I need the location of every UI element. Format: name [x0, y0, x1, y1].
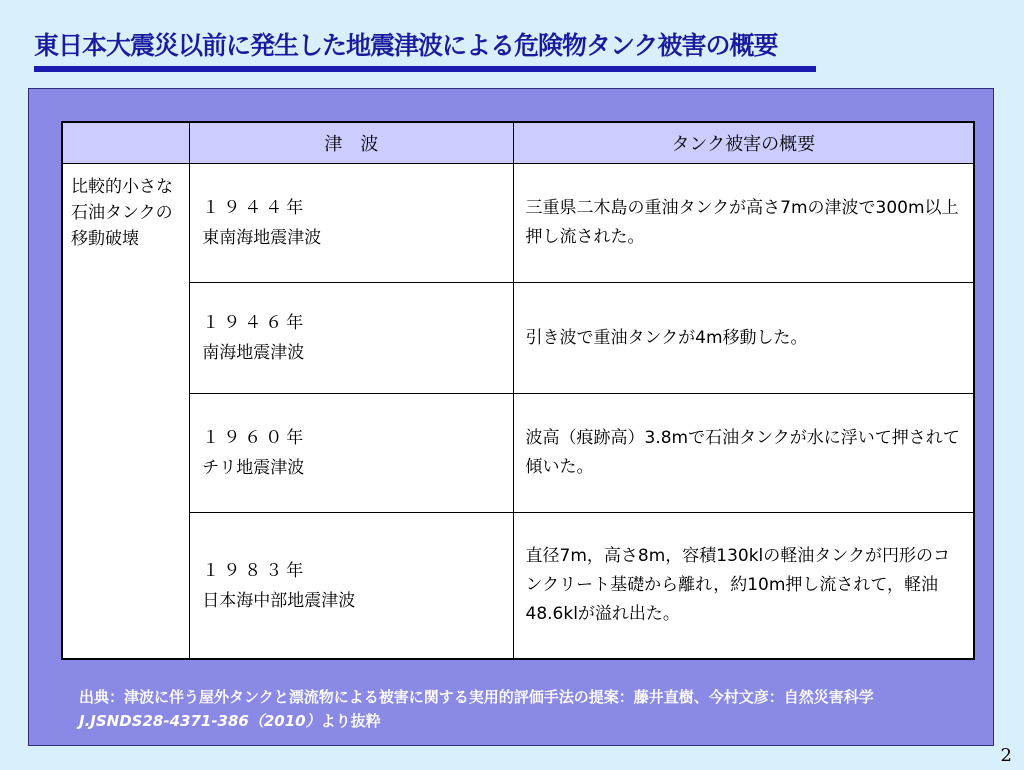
summary-cell: 三重県二木島の重油タンクが高さ7mの津波で300m以上押し流された。 [513, 164, 974, 283]
tsunami-cell [190, 394, 513, 513]
table-header-row [62, 122, 974, 164]
summary-cell: 引き波で重油タンクが4m移動した。 [513, 283, 974, 394]
header-tsunami: 津 波 [190, 122, 513, 164]
source-suffix: より抜粋 [320, 712, 381, 730]
table-row [62, 513, 974, 660]
header-category [62, 122, 190, 164]
tsunami-name: チリ地震津波 [202, 458, 305, 478]
slide-title: 東日本大震災以前に発生した地震津波による危険物タンク被害の概要 [34, 31, 778, 60]
table-row [62, 283, 974, 394]
summary-cell: 直径7m，高さ8m，容積130klの軽油タンクが円形のコンクリート基礎から離れ，約10m押し流されて，軽油48.6klが溢れ出た。 [513, 513, 974, 660]
tsunami-name: 東南海地震津波 [202, 228, 322, 248]
tsunami-cell [190, 283, 513, 394]
tsunami-name: 日本海中部地震津波 [202, 590, 356, 611]
tank-damage-table [61, 121, 975, 660]
tsunami-year: １９４４年 [202, 198, 308, 218]
tsunami-name: 南海地震津波 [202, 343, 305, 363]
tsunami-year: １９８３年 [202, 560, 308, 581]
tsunami-year: １９４６年 [202, 313, 308, 333]
source-journal-ref: J.JSNDS28-4371-386（2010） [79, 712, 321, 730]
page-number: 2 [1000, 745, 1012, 766]
source-text: 出典：津波に伴う屋外タンクと漂流物による被害に関する実用的評価手法の提案：藤井直樹、今村文彦：自然災害科学 [79, 688, 874, 706]
title-underline [34, 66, 816, 72]
tsunami-cell [190, 164, 513, 283]
table-row [62, 164, 974, 283]
category-cell: 比較的小さな石油タンクの移動破壊 [62, 164, 190, 660]
tsunami-cell [190, 513, 513, 660]
summary-cell: 波高（痕跡高）3.8mで石油タンクが水に浮いて押されて傾いた。 [513, 394, 974, 513]
tsunami-year: １９６０年 [202, 428, 308, 448]
source-citation [79, 685, 959, 733]
content-panel [28, 88, 994, 746]
header-summary: タンク被害の概要 [513, 122, 974, 164]
table-row [62, 394, 974, 513]
